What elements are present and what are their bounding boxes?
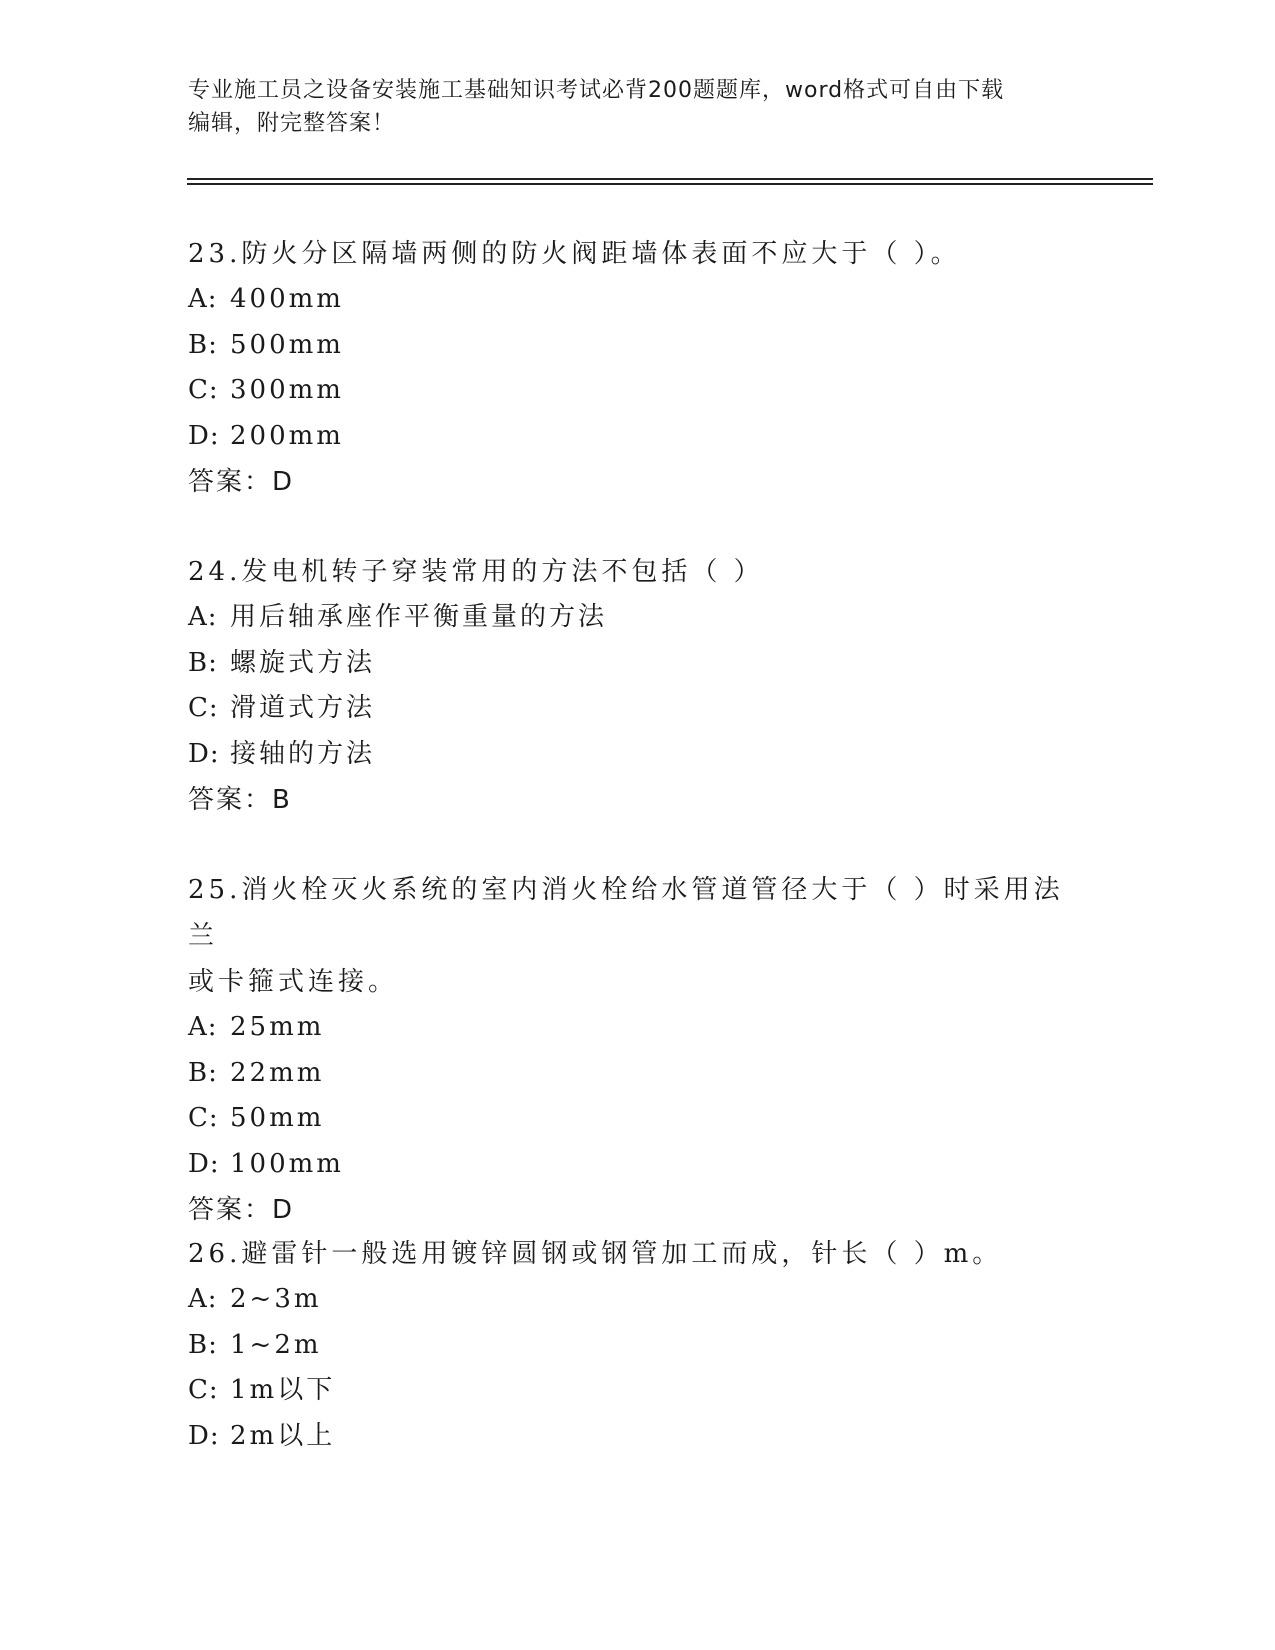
option-label: C: — [188, 1103, 219, 1133]
option-a — [188, 277, 1088, 323]
option-a — [188, 1005, 1088, 1051]
question-stem-line-2: 或卡箍式连接。 — [188, 967, 399, 997]
option-text: 用后轴承座作平衡重量的方法 — [230, 602, 608, 632]
option-text: 400mm — [230, 284, 344, 314]
option-label: D: — [188, 738, 220, 769]
option-label: B: — [188, 1329, 218, 1360]
option-label: B: — [188, 329, 218, 360]
option-label: A: — [188, 1284, 218, 1314]
option-text: 22mm — [230, 1057, 325, 1088]
header-line-1: 专业施工员之设备安装施工基础知识考试必背200题题库，word格式可自由下载 — [188, 78, 1005, 103]
option-a — [188, 595, 1088, 641]
option-text: 200mm — [230, 420, 344, 451]
option-text: 25mm — [230, 1012, 325, 1042]
option-d — [188, 1142, 1088, 1188]
option-text: 接轴的方法 — [230, 738, 376, 769]
answer: 答案：B — [188, 785, 292, 815]
option-text: 1m以下 — [230, 1375, 336, 1405]
question-stem: 26.避雷针一般选用镀锌圆钢或钢管加工而成，针长（ ）m。 — [188, 1239, 1003, 1269]
header-line-2: 编辑，附完整答案！ — [188, 111, 396, 136]
option-text: 2~3m — [230, 1284, 322, 1314]
answer: 答案：D — [188, 467, 295, 497]
option-d — [188, 732, 1088, 778]
header-divider-top — [187, 178, 1153, 180]
option-c — [188, 1368, 1088, 1414]
option-c — [188, 686, 1088, 732]
option-label: C: — [188, 693, 219, 723]
option-label: A: — [188, 602, 218, 632]
option-label: D: — [188, 1420, 220, 1451]
question-stem: 23.防火分区隔墙两侧的防火阀距墙体表面不应大于（ ）。 — [188, 239, 961, 269]
question-24 — [188, 549, 1088, 823]
option-text: 2m以上 — [230, 1420, 336, 1451]
question-stem-line-1: 25.消火栓灭火系统的室内消火栓给水管道管径大于（ ）时采用法兰 — [188, 875, 1064, 951]
option-b — [188, 1051, 1088, 1097]
option-d — [188, 414, 1088, 460]
option-b — [188, 323, 1088, 369]
option-label: C: — [188, 375, 219, 405]
option-label: A: — [188, 284, 218, 314]
option-label: B: — [188, 647, 218, 678]
document-header — [188, 74, 1088, 140]
option-c — [188, 1096, 1088, 1142]
question-23 — [188, 231, 1088, 505]
option-a — [188, 1277, 1088, 1323]
option-text: 300mm — [230, 375, 344, 405]
option-text: 滑道式方法 — [230, 693, 376, 723]
option-label: D: — [188, 420, 220, 451]
option-b — [188, 1323, 1088, 1369]
option-text: 50mm — [230, 1103, 325, 1133]
option-label: A: — [188, 1012, 218, 1042]
option-text: 螺旋式方法 — [230, 647, 376, 678]
question-stem: 24.发电机转子穿装常用的方法不包括（ ） — [188, 557, 764, 587]
option-text: 500mm — [230, 329, 344, 360]
answer: 答案：D — [188, 1195, 295, 1225]
question-26 — [188, 1231, 1088, 1459]
option-label: D: — [188, 1148, 220, 1179]
question-25 — [188, 867, 1088, 1233]
option-label: C: — [188, 1375, 219, 1405]
option-c — [188, 368, 1088, 414]
option-b — [188, 641, 1088, 687]
option-label: B: — [188, 1057, 218, 1088]
option-text: 100mm — [230, 1148, 344, 1179]
header-divider-bottom — [187, 183, 1153, 185]
option-text: 1~2m — [230, 1329, 322, 1360]
option-d — [188, 1414, 1088, 1460]
